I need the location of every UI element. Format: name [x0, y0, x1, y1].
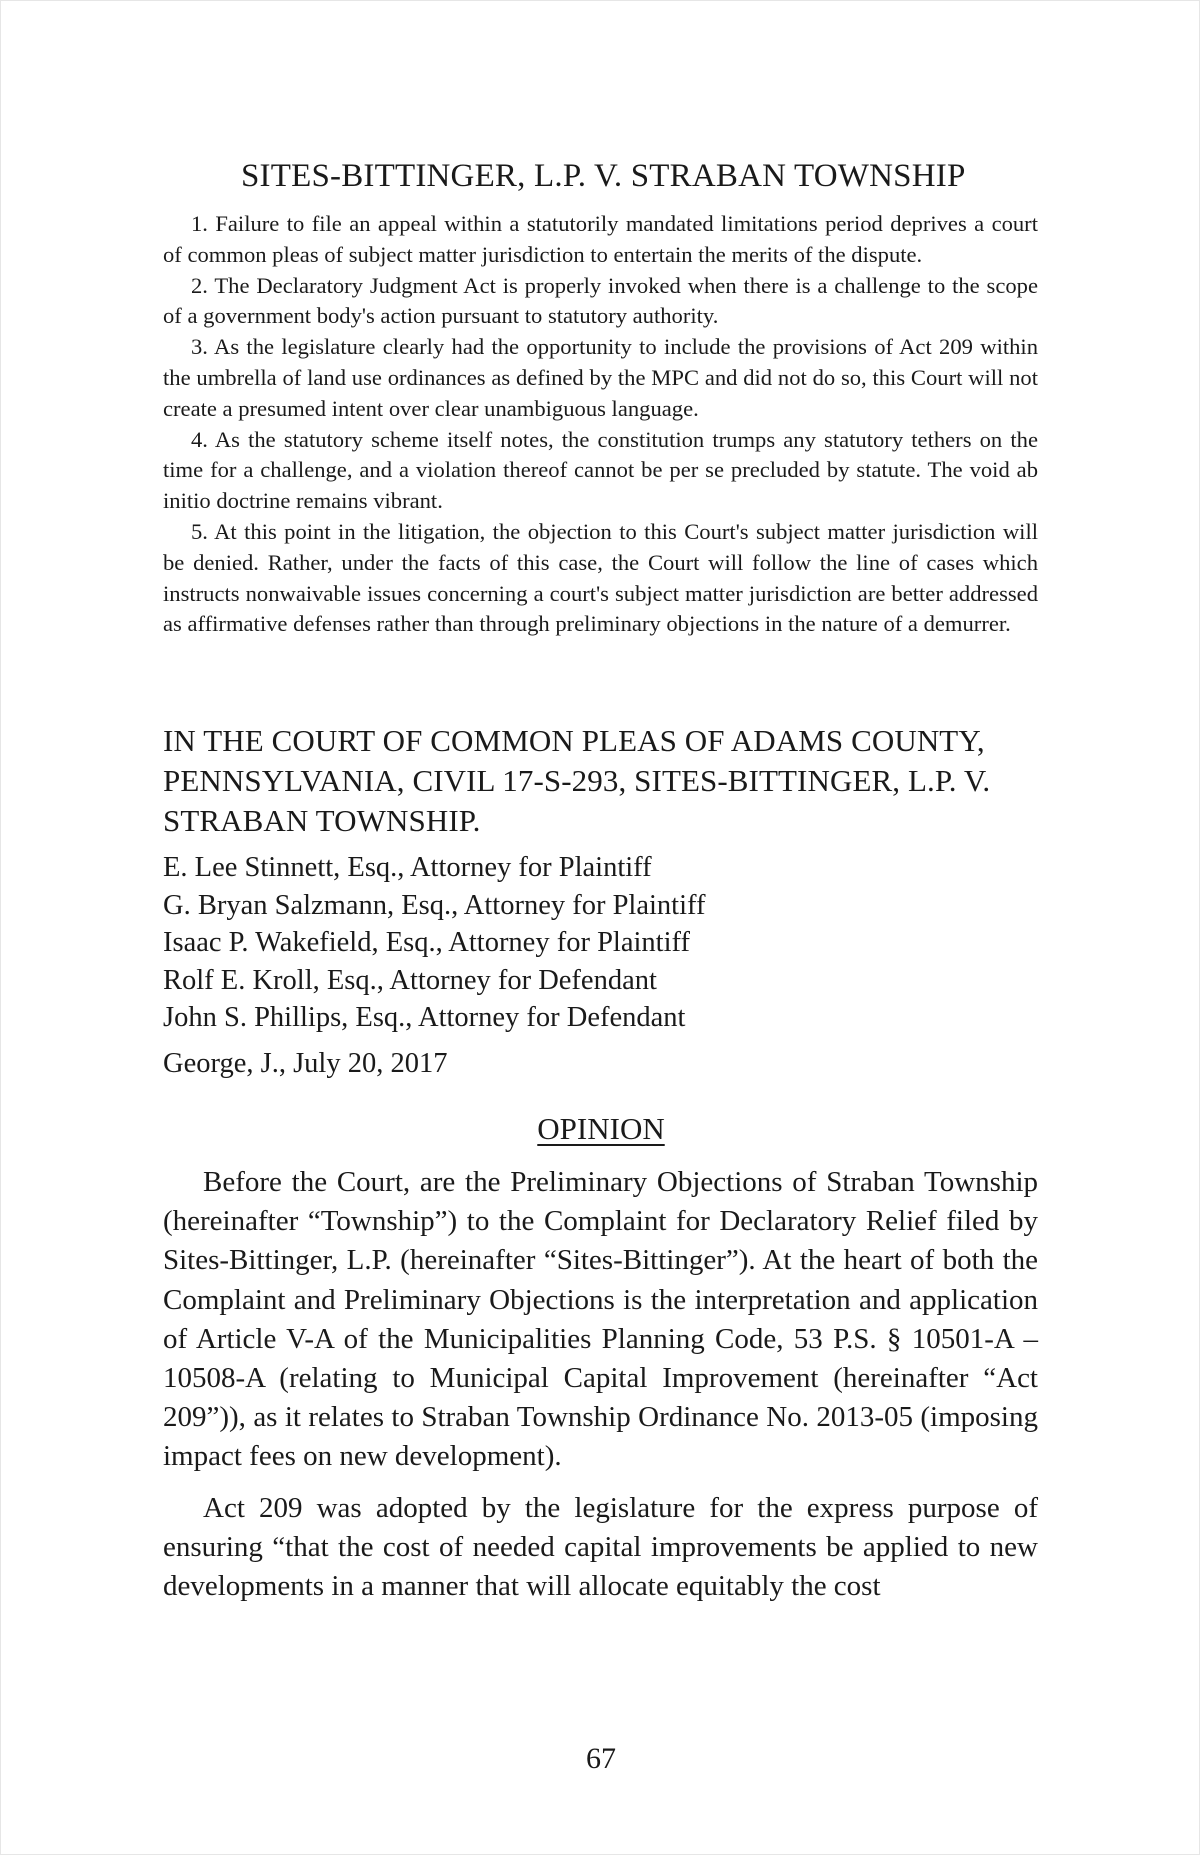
counsel-entry: John S. Phillips, Esq., Attorney for Defendant: [163, 1002, 686, 1033]
headnote-1: 1. Failure to file an appeal within a statutorily mandated limitations period deprives a court of common pleas of subject matter jurisdiction to entertain the merits of the dispute.: [163, 211, 1038, 267]
headnote-5: 5. At this point in the litigation, the objection to this Court's subject matter jurisdiction will be denied. Rather, under the facts of this case, the Court will follow the line of cases which instructs nonwaivable issues concerning a court's subject matter jurisdiction are better addressed as affirmative defenses rather than through preliminary objections in the nature of a demurrer.: [163, 518, 1038, 637]
page-number: 67: [586, 1742, 616, 1775]
headnote-2: 2. The Declaratory Judgment Act is properly invoked when there is a challenge to the scope of a government body's action pursuant to statutory authority.: [163, 272, 1038, 329]
running-head: SITES-BITTINGER, L.P. V. STRABAN TOWNSHIP: [241, 158, 966, 194]
headnote-4: 4. As the statutory scheme itself notes, the constitution trumps any statutory tethers on the time for a challenge, and a violation thereof cannot be per se precluded by statute. The void ab initio doctrine remains vibrant.: [163, 426, 1038, 514]
judge-date-line: George, J., July 20, 2017: [163, 1048, 448, 1079]
counsel-entry: E. Lee Stinnett, Esq., Attorney for Plaintiff: [163, 852, 652, 883]
opinion-body: [163, 1163, 1038, 1618]
opinion-heading: OPINION: [537, 1111, 665, 1146]
counsel-entry: Rolf E. Kroll, Esq., Attorney for Defendant: [163, 964, 657, 996]
counsel-entry: G. Bryan Salzmann, Esq., Attorney for Plaintiff: [163, 889, 706, 921]
counsel-entry: Isaac P. Wakefield, Esq., Attorney for Plaintiff: [163, 927, 690, 958]
counsel-list: [163, 849, 1043, 1037]
opinion-paragraph-2: Act 209 was adopted by the legislature for the express purpose of ensuring “that the cost of needed capital improvements be applied to new developments in a manner that will allocate equitably the cost: [163, 1491, 1038, 1603]
case-caption: IN THE COURT OF COMMON PLEAS OF ADAMS COUNTY, PENNSYLVANIA, CIVIL 17-S-293, SITES-BITTINGER, L.P. V. STRABAN TOWNSHIP.: [163, 723, 991, 838]
headnotes: [163, 209, 1038, 640]
opinion-paragraph-1: Before the Court, are the Preliminary Objections of Straban Township (hereinafter “Township”) to the Complaint for Declaratory Relief filed by Sites-Bittinger, L.P. (hereinafter “Sites-Bittinger”). At the heart of both the Complaint and Preliminary Objections is the interpretation and application of Article V-A of the Municipalities Planning Code, 53 P.S. § 10501-A – 10508-A (relating to Municipal Capital Improvement (hereinafter “Act 209”)), as it relates to Straban Township Ordinance No. 2013-05 (imposing impact fees on new development).: [163, 1166, 1038, 1473]
headnote-3: 3. As the legislature clearly had the opportunity to include the provisions of Act 209 within the umbrella of land use ordinances as defined by the MPC and did not do so, this Court will not create a presumed intent over clear unambiguous language.: [163, 334, 1038, 421]
